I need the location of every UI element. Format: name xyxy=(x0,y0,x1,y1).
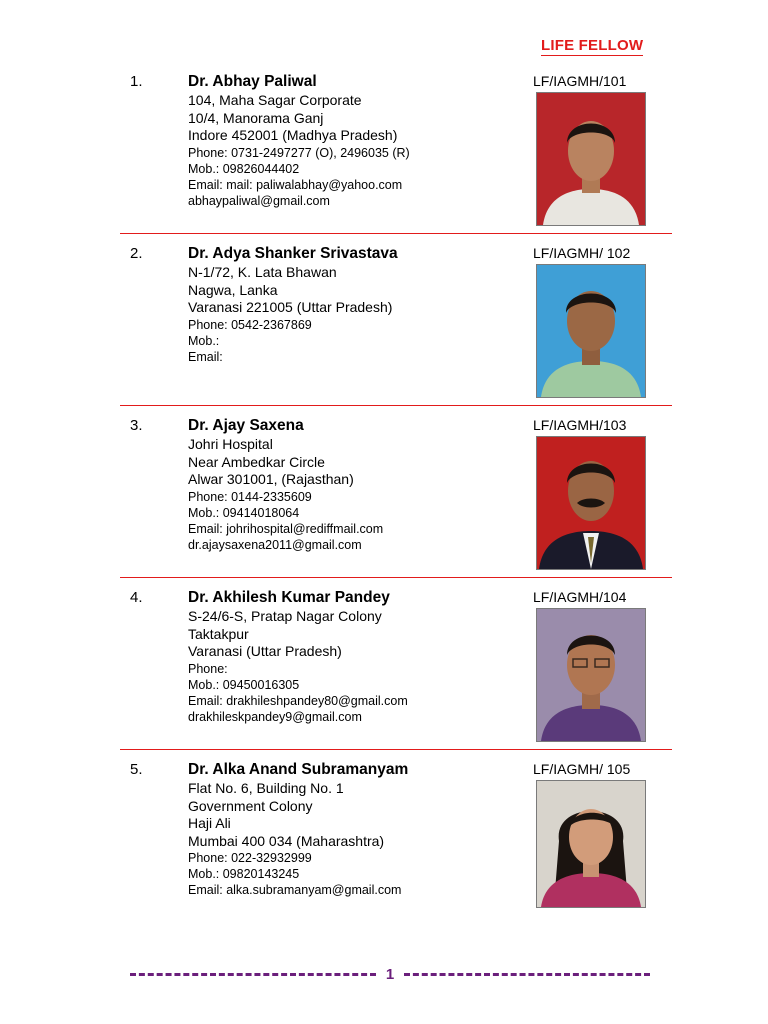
contact-line: Email: mail: paliwalabhay@yahoo.com xyxy=(188,177,403,192)
address-line: Flat No. 6, Building No. 1 xyxy=(188,780,344,796)
contact-line: Email: johrihospital@rediffmail.com xyxy=(188,521,384,536)
registration-number: LF/IAGMH/101 xyxy=(533,73,627,89)
member-photo xyxy=(536,780,646,908)
member-number: 2. xyxy=(130,245,143,262)
contact-line: Phone: 0731-2497277 (O), 2496035 (R) xyxy=(188,145,410,160)
contact-line: Email: alka.subramanyam@gmail.com xyxy=(188,883,402,897)
address-line: Johri Hospital xyxy=(188,436,273,452)
contact-line: Mob.: 09820143245 xyxy=(188,867,300,881)
contact-line: Phone: 0542-2367869 xyxy=(188,317,312,332)
contact-line: dr.ajaysaxena2011@gmail.com xyxy=(188,537,362,552)
member-name: Dr. Akhilesh Kumar Pandey xyxy=(188,589,390,606)
contact-line: Phone: 0144-2335609 xyxy=(188,489,312,504)
contact-line: Mob.: 09450016305 xyxy=(188,677,300,692)
contact-line: Phone: 022-32932999 xyxy=(188,851,312,865)
address-line: Taktakpur xyxy=(188,625,249,642)
member-name: Dr. Alka Anand Subramanyam xyxy=(188,761,409,778)
registration-number: LF/IAGMH/ 102 xyxy=(533,245,631,261)
member-photo xyxy=(536,92,646,226)
footer-rule-right xyxy=(404,973,650,976)
contact-line: Phone: xyxy=(188,661,228,676)
address-line: Nagwa, Lanka xyxy=(188,281,278,298)
registration-number: LF/IAGMH/103 xyxy=(533,417,627,433)
contact-line: Email: xyxy=(188,349,223,364)
address-line: 10/4, Manorama Ganj xyxy=(188,109,324,126)
page-footer xyxy=(130,966,650,983)
member-number: 3. xyxy=(130,417,143,434)
member-number: 5. xyxy=(130,761,143,778)
address-line: Alwar 301001, (Rajasthan) xyxy=(188,471,354,487)
address-line: Indore 452001 (Madhya Pradesh) xyxy=(188,127,398,143)
registration-number: LF/IAGMH/ 105 xyxy=(533,761,631,777)
address-line: Varanasi (Uttar Pradesh) xyxy=(188,643,342,659)
member-number: 1. xyxy=(130,73,143,90)
member-photo xyxy=(536,436,646,570)
member-name: Dr. Abhay Paliwal xyxy=(188,73,317,90)
address-line: N-1/72, K. Lata Bhawan xyxy=(188,264,337,280)
contact-line: Email: drakhileshpandey80@gmail.com xyxy=(188,693,408,708)
portrait-image xyxy=(537,265,645,397)
contact-line: abhaypaliwal@gmail.com xyxy=(188,193,330,208)
address-line: 104, Maha Sagar Corporate xyxy=(188,92,362,108)
contact-line: drakhileskpandey9@gmail.com xyxy=(188,709,362,724)
member-number: 4. xyxy=(130,589,143,606)
member-details xyxy=(188,436,383,553)
portrait-image xyxy=(537,93,645,225)
page-title: LIFE FELLOW xyxy=(541,37,644,54)
member-details xyxy=(188,92,410,209)
portrait-image xyxy=(537,437,645,569)
section-divider xyxy=(120,749,672,750)
contact-line: Mob.: 09414018064 xyxy=(188,505,300,520)
portrait-image xyxy=(537,781,645,907)
section-divider xyxy=(120,233,672,234)
address-line: Varanasi 221005 (Uttar Pradesh) xyxy=(188,299,393,315)
contact-line: Mob.: xyxy=(188,333,220,348)
section-divider xyxy=(120,405,672,406)
footer-rule-left xyxy=(130,973,376,976)
address-line: Near Ambedkar Circle xyxy=(188,453,325,470)
address-line: Haji Ali xyxy=(188,815,231,831)
address-line: S-24/6-S, Pratap Nagar Colony xyxy=(188,608,382,624)
member-details xyxy=(188,780,401,898)
page-number: 1 xyxy=(385,966,395,983)
member-photo xyxy=(536,608,646,742)
member-photo xyxy=(536,264,646,398)
portrait-image xyxy=(537,609,645,741)
address-line: Government Colony xyxy=(188,797,313,814)
section-divider xyxy=(120,577,672,578)
contact-line: Mob.: 09826044402 xyxy=(188,161,300,176)
member-name: Dr. Ajay Saxena xyxy=(188,417,304,434)
member-details xyxy=(188,264,392,365)
registration-number: LF/IAGMH/104 xyxy=(533,589,627,605)
member-details xyxy=(188,608,408,725)
member-name: Dr. Adya Shanker Srivastava xyxy=(188,245,398,262)
address-line: Mumbai 400 034 (Maharashtra) xyxy=(188,832,385,849)
